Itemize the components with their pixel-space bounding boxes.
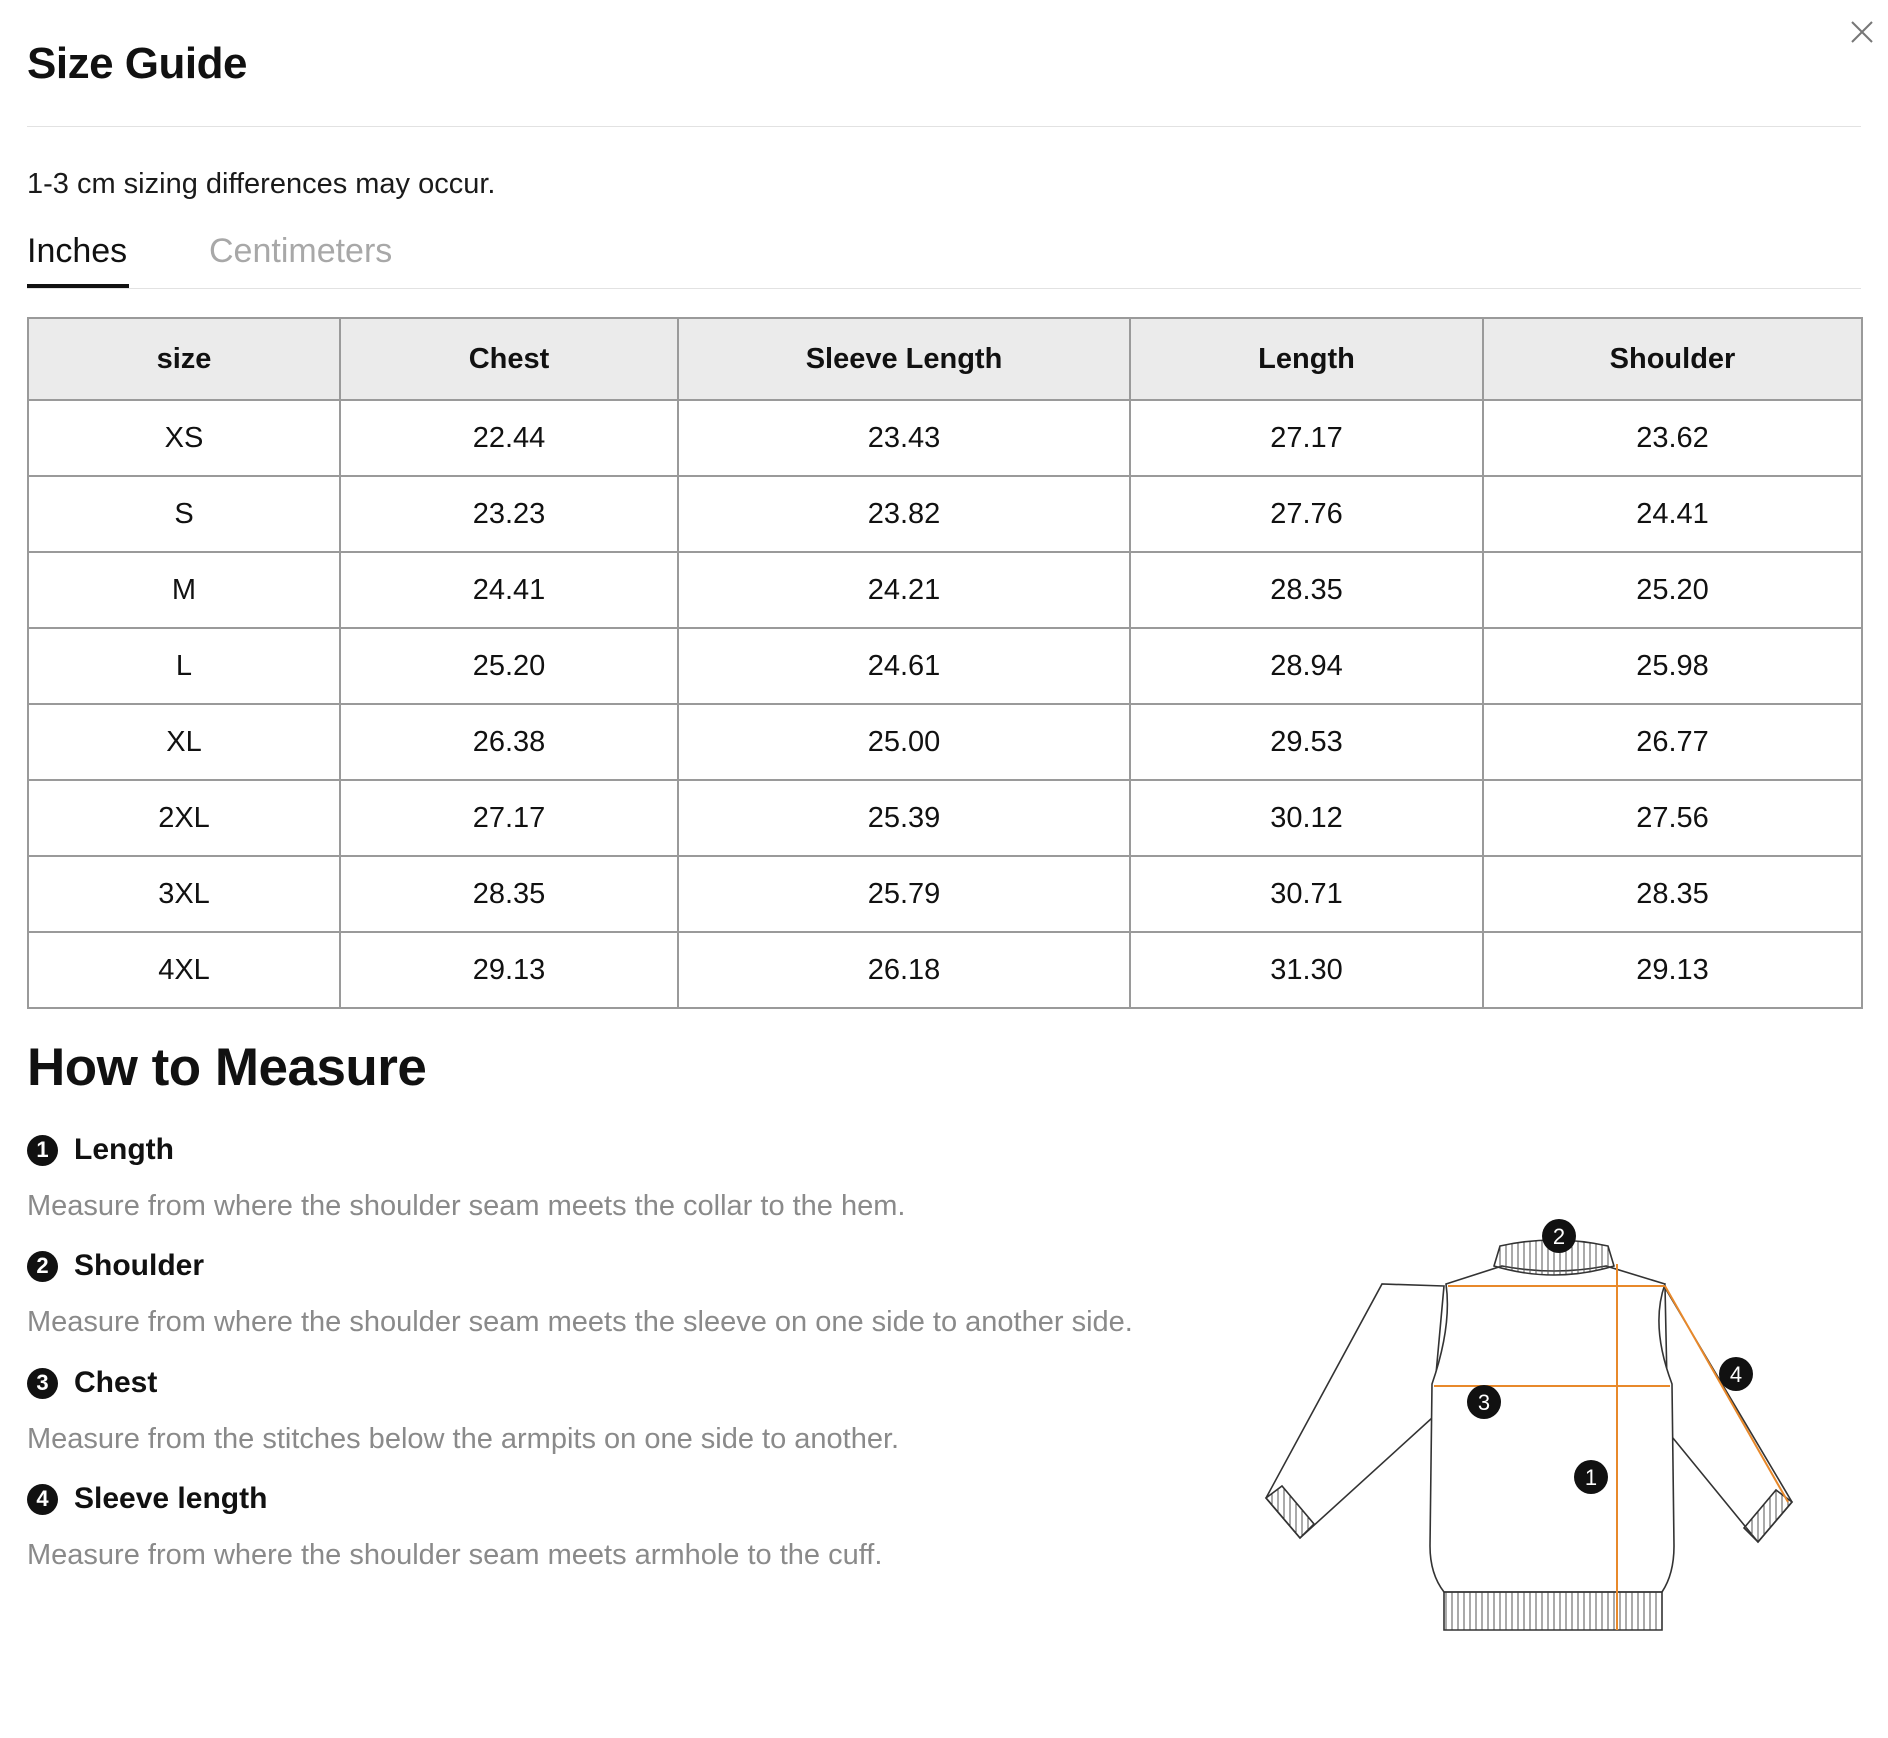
measure-item-chest	[27, 1363, 157, 1403]
table-row	[28, 704, 1862, 780]
cell-shoulder: 26.77	[1483, 704, 1862, 780]
table-row	[28, 932, 1862, 1008]
marker-2-label: 2	[1552, 1224, 1566, 1249]
table-row	[28, 552, 1862, 628]
cell-sleeve-length: 24.61	[678, 628, 1130, 704]
size-table	[27, 317, 1863, 1009]
marker-1	[1574, 1460, 1608, 1494]
measure-label: Sleeve length	[74, 1482, 268, 1515]
cell-shoulder: 25.98	[1483, 628, 1862, 704]
unit-tabs	[27, 225, 1861, 289]
cell-length: 27.76	[1130, 476, 1483, 552]
cell-sleeve-length: 23.82	[678, 476, 1130, 552]
cell-length: 31.30	[1130, 932, 1483, 1008]
column-header-shoulder: Shoulder	[1483, 318, 1862, 400]
cell-length: 30.12	[1130, 780, 1483, 856]
marker-3	[1467, 1385, 1501, 1419]
cell-chest: 24.41	[340, 552, 678, 628]
sweater-hem	[1444, 1592, 1662, 1630]
table-header-row	[28, 318, 1862, 400]
measure-description: Measure from the stitches below the armpits on one side to another.	[27, 1423, 900, 1455]
table-row	[28, 628, 1862, 704]
cell-sleeve-length: 25.00	[678, 704, 1130, 780]
cell-length: 28.94	[1130, 628, 1483, 704]
close-icon	[1850, 20, 1874, 44]
cell-sleeve-length: 24.21	[678, 552, 1130, 628]
cell-sleeve-length: 23.43	[678, 400, 1130, 476]
cell-size: 3XL	[28, 856, 340, 932]
cell-chest: 28.35	[340, 856, 678, 932]
sizing-note: 1-3 cm sizing differences may occur.	[27, 168, 496, 200]
cell-sleeve-length: 25.39	[678, 780, 1130, 856]
marker-2	[1542, 1219, 1576, 1253]
cell-length: 28.35	[1130, 552, 1483, 628]
cell-shoulder: 24.41	[1483, 476, 1862, 552]
cell-size: 2XL	[28, 780, 340, 856]
tab-centimeters[interactable]: Centimeters	[209, 232, 393, 270]
number-4-icon: 4	[27, 1484, 58, 1515]
sweater-body	[1430, 1266, 1674, 1592]
table-row	[28, 400, 1862, 476]
number-1-icon: 1	[27, 1135, 58, 1166]
cell-shoulder: 27.56	[1483, 780, 1862, 856]
close-button[interactable]	[1844, 14, 1880, 50]
cell-size: M	[28, 552, 340, 628]
cell-length: 29.53	[1130, 704, 1483, 780]
measure-label: Shoulder	[74, 1249, 205, 1282]
measure-item-shoulder	[27, 1246, 204, 1286]
column-header-size: size	[28, 318, 340, 400]
marker-4	[1719, 1357, 1753, 1391]
cell-chest: 29.13	[340, 932, 678, 1008]
measure-description: Measure from where the shoulder seam meets the sleeve on one side to another side.	[27, 1306, 1133, 1338]
marker-3-label: 3	[1477, 1390, 1491, 1415]
cell-size: XS	[28, 400, 340, 476]
cell-length: 27.17	[1130, 400, 1483, 476]
column-header-sleeve-length: Sleeve Length	[678, 318, 1130, 400]
measure-label: Chest	[74, 1366, 158, 1399]
marker-4-label: 4	[1729, 1362, 1743, 1387]
column-header-chest: Chest	[340, 318, 678, 400]
cell-sleeve-length: 26.18	[678, 932, 1130, 1008]
how-to-measure-heading: How to Measure	[27, 1038, 427, 1097]
measure-item-length	[27, 1130, 174, 1170]
measure-item-sleeve-length	[27, 1479, 267, 1519]
cell-shoulder: 25.20	[1483, 552, 1862, 628]
cell-chest: 25.20	[340, 628, 678, 704]
cell-chest: 22.44	[340, 400, 678, 476]
cell-size: S	[28, 476, 340, 552]
cell-size: 4XL	[28, 932, 340, 1008]
number-3-icon: 3	[27, 1368, 58, 1399]
cell-size: XL	[28, 704, 340, 780]
cell-chest: 26.38	[340, 704, 678, 780]
cell-length: 30.71	[1130, 856, 1483, 932]
measure-description: Measure from where the shoulder seam meets armhole to the cuff.	[27, 1539, 883, 1571]
measure-description: Measure from where the shoulder seam meets the collar to the hem.	[27, 1190, 906, 1222]
number-2-icon: 2	[27, 1251, 58, 1282]
tab-inches[interactable]: Inches	[27, 225, 129, 288]
cell-shoulder: 23.62	[1483, 400, 1862, 476]
cell-sleeve-length: 25.79	[678, 856, 1130, 932]
table-row	[28, 476, 1862, 552]
table-row	[28, 780, 1862, 856]
sweater-measurement-diagram	[1252, 1206, 1860, 1638]
cell-size: L	[28, 628, 340, 704]
measure-label: Length	[74, 1133, 174, 1166]
cell-shoulder: 28.35	[1483, 856, 1862, 932]
column-header-length: Length	[1130, 318, 1483, 400]
cell-chest: 23.23	[340, 476, 678, 552]
divider	[27, 126, 1861, 127]
table-row	[28, 856, 1862, 932]
cell-shoulder: 29.13	[1483, 932, 1862, 1008]
cell-chest: 27.17	[340, 780, 678, 856]
page-title: Size Guide	[27, 39, 247, 88]
marker-1-label: 1	[1584, 1465, 1598, 1490]
